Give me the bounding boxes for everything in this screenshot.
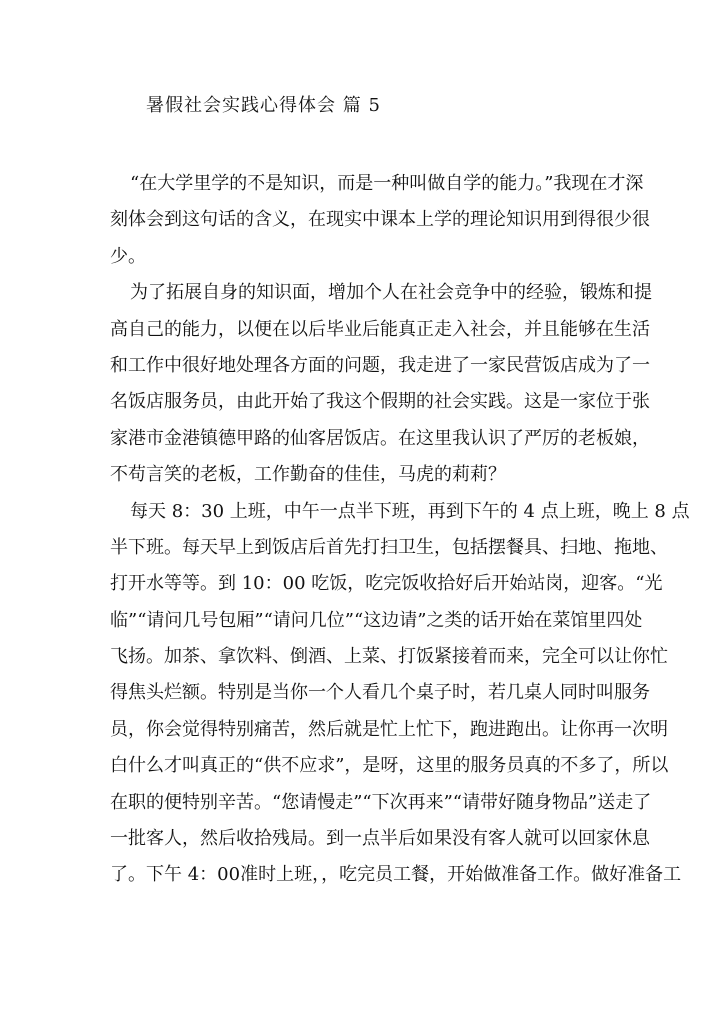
paragraph-3-line-8: 白什么才叫真正的“供不应求”，是呀，这里的服务员真的不多了，所以: [110, 755, 669, 777]
document-title: 暑假社会实践心得体会 篇 5: [146, 95, 381, 116]
paragraph-3-line-10: 一批客人，然后收拾残局。到一点半后如果没有客人就可以回家休息: [110, 828, 650, 850]
paragraph-1-line-2: 刻体会到这句话的含义，在现实中课本上学的理论知识用到得很少很: [110, 209, 650, 231]
paragraph-3-line-5: 飞扬。加茶、拿饮料、倒酒、上菜、打饭紧接着而来，完全可以让你忙: [110, 646, 668, 668]
paragraph-2-line-3: 和工作中很好地处理各方面的问题，我走进了一家民营饭店成为了一: [110, 354, 650, 376]
paragraph-1-line-3: 少。: [110, 245, 146, 267]
paragraph-2-line-6: 不苟言笑的老板，工作勤奋的佳佳，马虎的莉莉？: [110, 464, 506, 486]
document-body: [110, 166, 690, 894]
paragraph-3-line-3: 打开水等等。到 10：00 吃饭，吃完饭收拾好后开始站岗，迎客。“光: [110, 573, 663, 595]
paragraph-3-line-6: 得焦头烂额。特别是当你一个人看几个桌子时，若几桌人同时叫服务: [110, 682, 650, 704]
paragraph-3-line-11: 了。下午 4：00准时上班，，吃完员工餐，开始做准备工作。做好准备工: [110, 864, 682, 886]
paragraph-2-line-5: 家港市金港镇德甲路的仙客居饭店。在这里我认识了严厉的老板娘，: [110, 427, 650, 449]
paragraph-3-line-1: 每天 8：30 上班，中午一点半下班，再到下午的 4 点上班，晚上 8 点: [130, 500, 690, 522]
paragraph-2-line-1: 为了拓展自身的知识面，增加个人在社会竞争中的经验，锻炼和提: [130, 282, 652, 304]
paragraph-3-line-4: 临”“请问几号包厢”“请问几位”“这边请”之类的话开始在菜馆里四处: [110, 609, 643, 631]
paragraph-3-line-2: 半下班。每天早上到饭店后首先打扫卫生，包括摆餐具、扫地、拖地、: [110, 536, 668, 558]
paragraph-1-line-1: “在大学里学的不是知识，而是一种叫做自学的能力。”我现在才深: [130, 173, 644, 194]
paragraph-3-line-7: 员，你会觉得特别痛苦，然后就是忙上忙下，跑进跑出。让你再一次明: [110, 718, 668, 740]
paragraph-2-line-2: 高自己的能力，以便在以后毕业后能真正走入社会，并且能够在生活: [110, 318, 650, 340]
paragraph-2-line-4: 名饭店服务员，由此开始了我这个假期的社会实践。这是一家位于张: [110, 391, 650, 413]
paragraph-3-line-9: 在职的便特别辛苦。“您请慢走”“下次再来”“请带好随身物品”送走了: [110, 791, 652, 813]
